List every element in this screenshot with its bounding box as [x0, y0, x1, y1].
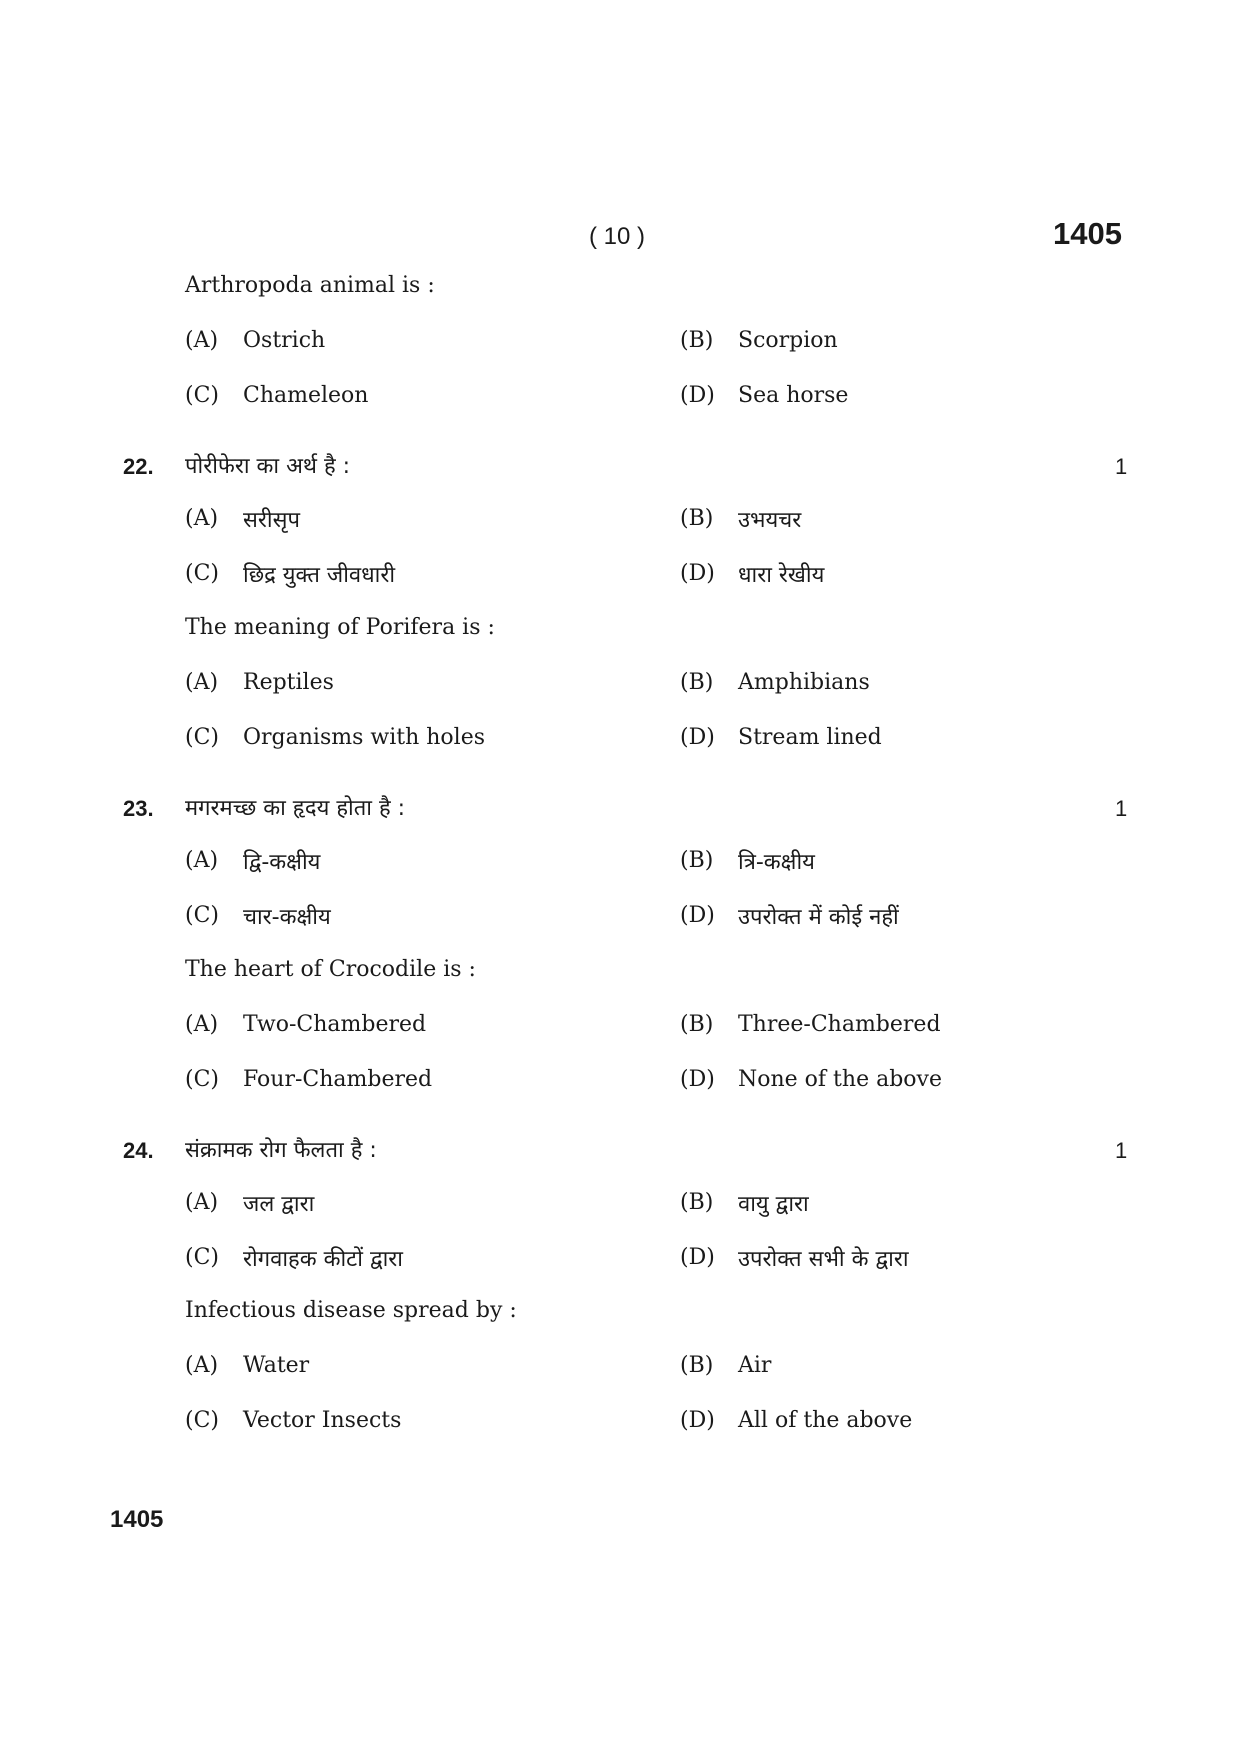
q22-marks: 1	[1115, 454, 1128, 479]
q21-option-d-letter: (D)	[680, 383, 715, 408]
q23-en-option-c-letter: (C)	[185, 1067, 219, 1092]
q22-hi-option-c-text: छिद्र युक्त जीवधारी	[243, 563, 396, 588]
page-number: ( 10 )	[589, 223, 646, 250]
q21-option-c-letter: (C)	[185, 383, 219, 408]
q23-hi-option-a-text: द्वि-कक्षीय	[243, 850, 321, 875]
q24-hi-option-a-letter: (A)	[185, 1190, 219, 1215]
q23-hi-option-d-text: उपरोक्त में कोई नहीं	[738, 905, 899, 930]
q23-number: 23.	[123, 796, 154, 821]
q22-hi-option-b-letter: (B)	[680, 506, 714, 531]
q21-stem-en: Arthropoda animal is :	[185, 273, 435, 298]
q21-option-c-text: Chameleon	[243, 383, 369, 408]
q21-option-a-letter: (A)	[185, 328, 219, 353]
q24-en-option-b-text: Air	[738, 1353, 772, 1378]
q24-hi-option-a-text: जल द्वारा	[243, 1192, 315, 1217]
q22-en-option-b-text: Amphibians	[738, 670, 870, 695]
q23-en-option-a-letter: (A)	[185, 1012, 219, 1037]
q23-hi-option-b-letter: (B)	[680, 848, 714, 873]
q24-hi-option-d-text: उपरोक्त सभी के द्वारा	[738, 1247, 909, 1272]
q24-hi-option-c-text: रोगवाहक कीटों द्वारा	[243, 1247, 404, 1272]
q24-en-option-d-letter: (D)	[680, 1408, 715, 1433]
q23-hi-option-b-text: त्रि-कक्षीय	[738, 850, 815, 875]
q23-en-option-b-letter: (B)	[680, 1012, 714, 1037]
q22-en-option-a-letter: (A)	[185, 670, 219, 695]
q24-en-option-b-letter: (B)	[680, 1353, 714, 1378]
q22-en-option-a-text: Reptiles	[243, 670, 334, 695]
q21-option-d-text: Sea horse	[738, 383, 849, 408]
q22-en-option-c-letter: (C)	[185, 725, 219, 750]
q23-stem-en: The heart of Crocodile is :	[185, 957, 476, 982]
q24-en-option-a-text: Water	[243, 1353, 310, 1378]
q23-hi-option-c-text: चार-कक्षीय	[243, 905, 331, 930]
q24-hi-option-c-letter: (C)	[185, 1245, 219, 1270]
q24-en-option-c-letter: (C)	[185, 1408, 219, 1433]
q22-stem-hi: पोरीफेरा का अर्थ है :	[185, 454, 351, 479]
q22-stem-en: The meaning of Porifera is :	[185, 615, 495, 640]
q23-hi-option-d-letter: (D)	[680, 903, 715, 928]
q24-marks: 1	[1115, 1138, 1128, 1163]
q22-hi-option-c-letter: (C)	[185, 561, 219, 586]
paper-code-top: 1405	[1053, 216, 1122, 251]
q23-hi-option-c-letter: (C)	[185, 903, 219, 928]
q22-en-option-c-text: Organisms with holes	[243, 725, 486, 750]
q23-en-option-d-text: None of the above	[738, 1067, 942, 1092]
q23-en-option-c-text: Four-Chambered	[243, 1067, 433, 1092]
q22-en-option-d-text: Stream lined	[738, 725, 882, 750]
q24-hi-option-d-letter: (D)	[680, 1245, 715, 1270]
q22-hi-option-d-letter: (D)	[680, 561, 715, 586]
q24-stem-en: Infectious disease spread by :	[185, 1298, 517, 1323]
q23-en-option-a-text: Two-Chambered	[243, 1012, 427, 1037]
q21-option-b-letter: (B)	[680, 328, 714, 353]
q21-option-a-text: Ostrich	[243, 328, 326, 353]
q22-en-option-d-letter: (D)	[680, 725, 715, 750]
q24-stem-hi: संक्रामक रोग फैलता है :	[185, 1138, 377, 1163]
q24-en-option-d-text: All of the above	[738, 1408, 913, 1433]
q22-number: 22.	[123, 454, 154, 479]
q22-en-option-b-letter: (B)	[680, 670, 714, 695]
q23-en-option-d-letter: (D)	[680, 1067, 715, 1092]
q23-hi-option-a-letter: (A)	[185, 848, 219, 873]
q23-marks: 1	[1115, 796, 1128, 821]
paper-code-bottom: 1405	[110, 1506, 164, 1533]
q22-hi-option-d-text: धारा रेखीय	[738, 563, 825, 588]
q24-en-option-c-text: Vector Insects	[243, 1408, 402, 1433]
q24-number: 24.	[123, 1138, 154, 1163]
q22-hi-option-a-letter: (A)	[185, 506, 219, 531]
q22-hi-option-a-text: सरीसृप	[243, 508, 300, 533]
q24-en-option-a-letter: (A)	[185, 1353, 219, 1378]
q21-option-b-text: Scorpion	[738, 328, 838, 353]
q22-hi-option-b-text: उभयचर	[738, 508, 802, 533]
q23-stem-hi: मगरमच्छ का हृदय होता है :	[185, 796, 406, 821]
q24-hi-option-b-letter: (B)	[680, 1190, 714, 1215]
q23-en-option-b-text: Three-Chambered	[738, 1012, 941, 1037]
q24-hi-option-b-text: वायु द्वारा	[738, 1192, 809, 1217]
